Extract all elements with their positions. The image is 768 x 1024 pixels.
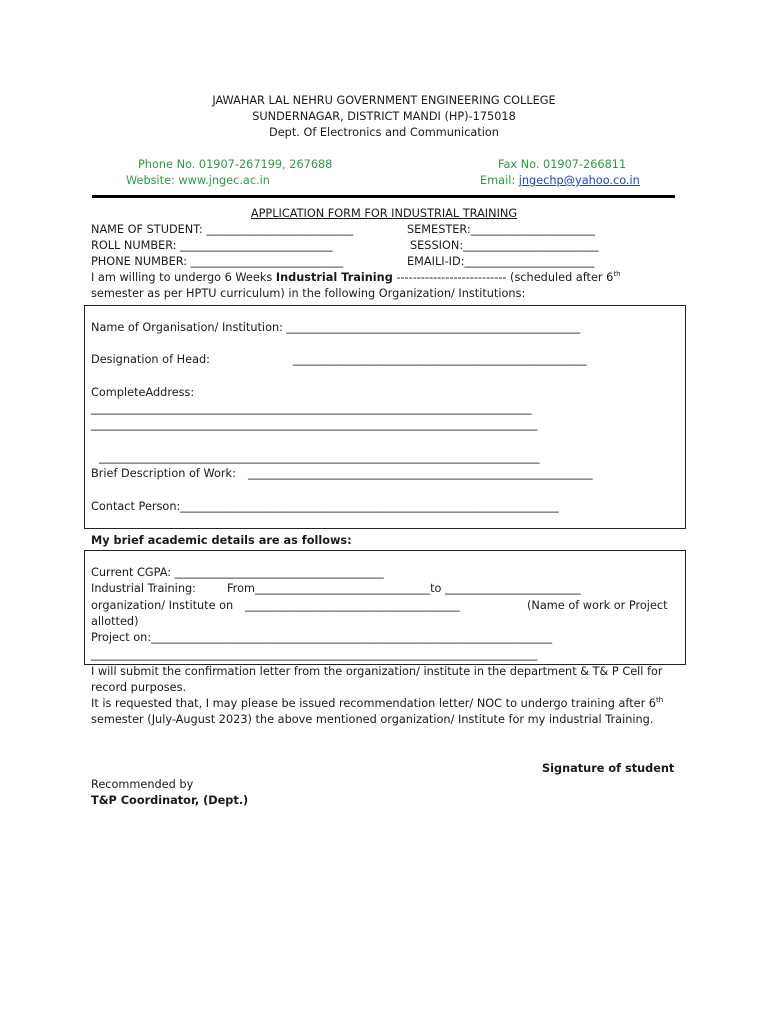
semester-field[interactable]: SEMESTER:______________________ [407, 223, 595, 236]
email-line [480, 173, 640, 189]
willing-statement [91, 270, 621, 286]
address-line-3[interactable]: ______________________________________________________________________________ [99, 451, 540, 464]
declaration-line-3-text: It is requested that, I may please be issued recommendation letter/ NOC to undergo training after 6 [91, 697, 656, 710]
college-name: JAWAHAR LAL NEHRU GOVERNMENT ENGINEERING COLLEGE [212, 94, 556, 107]
tp-coordinator: T&P Coordinator, (Dept.) [91, 794, 249, 807]
organization-label: organization/ Institute on [91, 599, 234, 612]
roll-number-field[interactable]: ROLL NUMBER: ___________________________ [91, 239, 333, 252]
brief-description-field[interactable]: _____________________________________________________________ [248, 467, 593, 480]
college-address: SUNDERNAGAR, DISTRICT MANDI (HP)-175018 [252, 110, 516, 123]
designation-label: Designation of Head: [91, 353, 210, 366]
recommended-by: Recommended by [91, 778, 194, 791]
cgpa-field[interactable]: Current CGPA: _____________________________________ [91, 566, 384, 579]
trailing-blank-line[interactable]: _______________________________________________________________________________ [91, 648, 538, 661]
organisation-name-field[interactable]: Name of Organisation/ Institution: ____________________________________________________ [91, 321, 581, 334]
willing-statement-line2: semester as per HPTU curriculum) in the following Organization/ Institutions: [91, 287, 526, 300]
session-field[interactable]: SESSION:________________________ [410, 239, 599, 252]
brief-description-label: Brief Description of Work: [91, 467, 236, 480]
name-of-student-field[interactable]: NAME OF STUDENT: __________________________ [91, 223, 354, 236]
declaration-line-1: I will submit the confirmation letter from the organization/ institute in the department & T& P Cell for [91, 665, 663, 678]
fax-number: Fax No. 01907-266811 [498, 158, 627, 171]
declaration-line-4: semester (July-August 2023) the above mentioned organization/ Institute for my industrial Training. [91, 713, 654, 726]
declaration-line-2: record purposes. [91, 681, 187, 694]
declaration-line-3 [91, 696, 663, 712]
willing-post: --------------------------- (scheduled after 6 [392, 271, 614, 284]
allotted-label: allotted) [91, 615, 139, 628]
academic-heading: My brief academic details are as follows: [91, 534, 352, 547]
industrial-training-label: Industrial Training: [91, 582, 196, 595]
email-label: Email: [480, 174, 519, 187]
training-dates-field[interactable]: From_______________________________to ________________________ [227, 582, 581, 595]
declaration-sup: th [656, 696, 664, 704]
organization-field[interactable]: ______________________________________ [245, 599, 460, 612]
organization-note: (Name of work or Project [527, 599, 668, 612]
willing-sup: th [613, 270, 621, 278]
form-title: APPLICATION FORM FOR INDUSTRIAL TRAINING [250, 207, 518, 220]
phone-number-field[interactable]: PHONE NUMBER: ___________________________ [91, 255, 344, 268]
email-id-field[interactable]: EMAILI-ID:_______________________ [407, 255, 595, 268]
website: Website: www.jngec.ac.in [126, 174, 270, 187]
project-field[interactable]: Project on:_______________________________________________________________________ [91, 631, 553, 644]
designation-field[interactable]: ____________________________________________________ [293, 353, 587, 366]
contact-person-field[interactable]: Contact Person:___________________________________________________________________ [91, 500, 559, 513]
phone-number: Phone No. 01907-267199, 267688 [138, 158, 333, 171]
department-name: Dept. Of Electronics and Communication [269, 126, 499, 139]
willing-bold: Industrial Training [275, 271, 393, 284]
email-link[interactable]: jngechp@yahoo.co.in [518, 174, 640, 187]
header-divider [92, 195, 675, 198]
address-line-1[interactable]: ______________________________________________________________________________ [91, 402, 532, 415]
willing-pre: I am willing to undergo 6 Weeks [91, 271, 276, 284]
complete-address-label: CompleteAddress: [91, 386, 195, 399]
signature-of-student: Signature of student [542, 762, 675, 775]
address-line-2[interactable]: _______________________________________________________________________________ [91, 418, 538, 431]
